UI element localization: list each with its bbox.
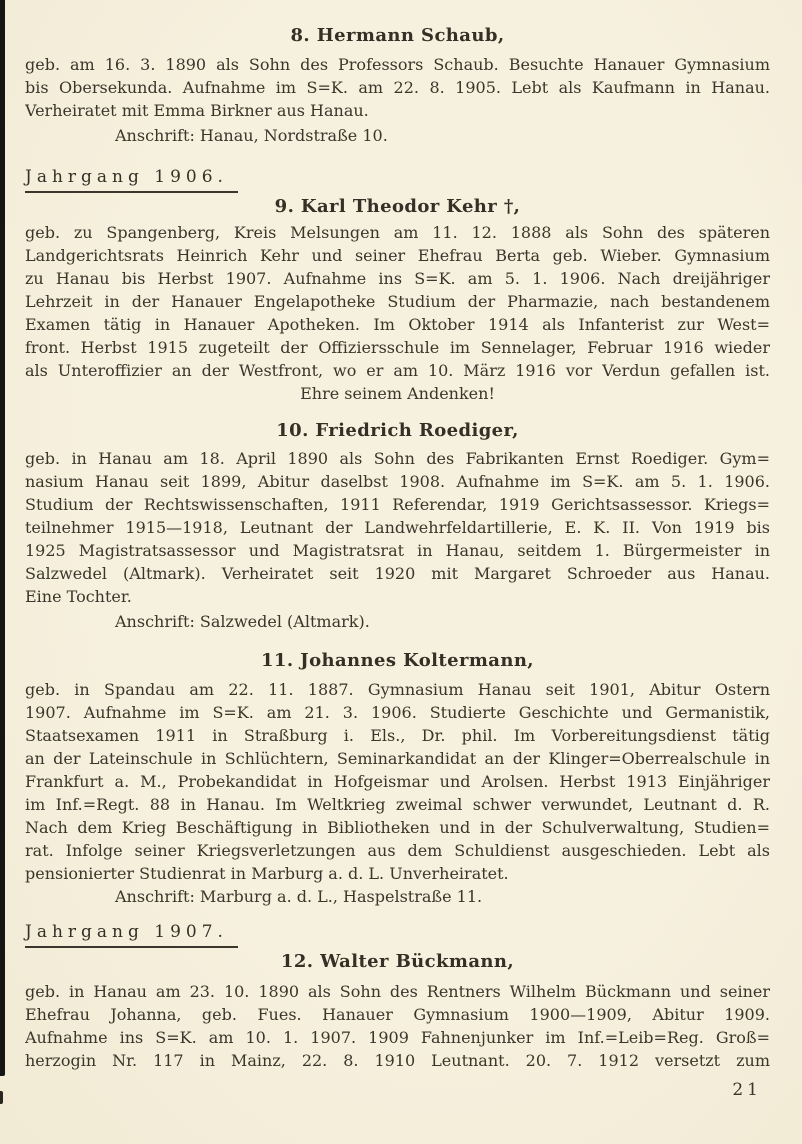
- text-line: Nach dem Krieg Beschäftigung in Bibliotheken und in der Schulverwaltung, Studien=: [25, 818, 770, 837]
- entry-9-title: 9. Karl Theodor Kehr †,: [274, 196, 521, 217]
- text-line: Examen tätig in Hanauer Apotheken. Im Oktober 1914 als Infanterist zur West=: [25, 315, 770, 334]
- text-line: Studium der Rechtswissenschaften, 1911 Referendar, 1919 Gerichtsassessor. Kriegs=: [25, 495, 770, 514]
- scan-edge-fragment: [0, 1091, 3, 1104]
- entry-9-paragraph: [25, 221, 770, 382]
- entry-11-paragraph: [25, 678, 770, 885]
- entry-12-paragraph: [25, 980, 770, 1072]
- section-jahrgang-1907: [25, 920, 770, 948]
- text-line: Staatsexamen 1911 in Straßburg i. Els., Dr. phil. Im Vorbereitungsdienst tätig: [25, 726, 770, 745]
- text-line: Verheiratet mit Emma Birkner aus Hanau.: [25, 101, 369, 120]
- entry-12-title: 12. Walter Bückmann,: [280, 951, 515, 972]
- text-line: herzogin Nr. 117 in Mainz, 22. 8. 1910 Leutnant. 20. 7. 1912 versetzt zum: [25, 1051, 770, 1070]
- entry-10-paragraph: [25, 447, 770, 608]
- text-line: 1925 Magistratsassessor und Magistratsrat in Hanau, seitdem 1. Bürgermeister in: [25, 541, 770, 560]
- entry-8-title: 8. Hermann Schaub,: [290, 25, 505, 46]
- text-line: 1907. Aufnahme im S=K. am 21. 3. 1906. Studierte Geschichte und Germanistik,: [25, 703, 770, 722]
- section-jahrgang-1906: [25, 165, 770, 193]
- text-line: Aufnahme ins S=K. am 10. 1. 1907. 1909 Fahnenjunker im Inf.=Leib=Reg. Groß=: [25, 1028, 770, 1047]
- text-line: als Unteroffizier an der Westfront, wo er am 10. März 1916 vor Verdun gefallen ist.: [25, 361, 770, 380]
- text-line: Lehrzeit in der Hanauer Engelapotheke Studium der Pharmazie, nach bestandenem: [25, 292, 770, 311]
- text-line: Frankfurt a. M., Probekandidat in Hofgeismar und Arolsen. Herbst 1913 Einjähriger: [25, 772, 770, 791]
- page-content: [25, 0, 770, 1072]
- scan-edge-artifact: [0, 0, 5, 1076]
- text-line: geb. am 16. 3. 1890 als Sohn des Professors Schaub. Besuchte Hanauer Gymnasium: [25, 55, 770, 74]
- entry-10-address: Anschrift: Salzwedel (Altmark).: [115, 612, 370, 631]
- entry-8-paragraph: [25, 53, 770, 122]
- entry-10-title: 10. Friedrich Roediger,: [276, 420, 519, 441]
- text-line: geb. zu Spangenberg, Kreis Melsungen am 11. 12. 1888 als Sohn des späteren: [25, 223, 770, 242]
- text-line: nasium Hanau seit 1899, Abitur daselbst 1908. Aufnahme im S=K. am 5. 1. 1906.: [25, 472, 770, 491]
- text-line: im Inf.=Regt. 88 in Hanau. Im Weltkrieg zweimal schwer verwundet, Leutnant d. R.: [25, 795, 770, 814]
- entry-8-address: Anschrift: Hanau, Nordstraße 10.: [115, 126, 388, 145]
- text-line: pensionierter Studienrat in Marburg a. d. L. Unverheiratet.: [25, 864, 509, 883]
- text-line: Ehefrau Johanna, geb. Fues. Hanauer Gymnasium 1900—1909, Abitur 1909.: [25, 1005, 770, 1024]
- text-line: geb. in Hanau am 23. 10. 1890 als Sohn des Rentners Wilhelm Bückmann und seiner: [25, 982, 770, 1001]
- entry-9-memorial-line: Ehre seinem Andenken!: [300, 384, 495, 403]
- text-line: teilnehmer 1915—1918, Leutnant der Landwehrfeldartillerie, E. K. II. Von 1919 bis: [25, 518, 770, 537]
- text-line: geb. in Spandau am 22. 11. 1887. Gymnasium Hanau seit 1901, Abitur Ostern: [25, 680, 770, 699]
- text-line: rat. Infolge seiner Kriegsverletzungen aus dem Schuldienst ausgeschieden. Lebt als: [25, 841, 770, 860]
- text-line: Salzwedel (Altmark). Verheiratet seit 1920 mit Margaret Schroeder aus Hanau.: [25, 564, 770, 583]
- text-line: geb. in Hanau am 18. April 1890 als Sohn des Fabrikanten Ernst Roediger. Gym=: [25, 449, 770, 468]
- text-line: bis Obersekunda. Aufnahme im S=K. am 22. 8. 1905. Lebt als Kaufmann in Hanau.: [25, 78, 770, 97]
- entry-11-title: 11. Johannes Koltermann,: [261, 650, 534, 671]
- text-line: zu Hanau bis Herbst 1907. Aufnahme ins S=K. am 5. 1. 1906. Nach dreijähriger: [25, 269, 770, 288]
- page-number: 21: [732, 1080, 762, 1100]
- jahrgang-1907-heading: Jahrgang 1907.: [25, 920, 238, 948]
- text-line: Landgerichtsrats Heinrich Kehr und seiner Ehefrau Berta geb. Wieber. Gymnasium: [25, 246, 770, 265]
- text-line: an der Lateinschule in Schlüchtern, Seminarkandidat an der Klinger=Oberrealschule in: [25, 749, 770, 768]
- entry-11-address: Anschrift: Marburg a. d. L., Haspelstraße 11.: [115, 887, 483, 906]
- text-line: front. Herbst 1915 zugeteilt der Offiziersschule im Sennelager, Februar 1916 wieder: [25, 338, 770, 357]
- text-line: Eine Tochter.: [25, 587, 132, 606]
- jahrgang-1906-heading: Jahrgang 1906.: [25, 165, 238, 193]
